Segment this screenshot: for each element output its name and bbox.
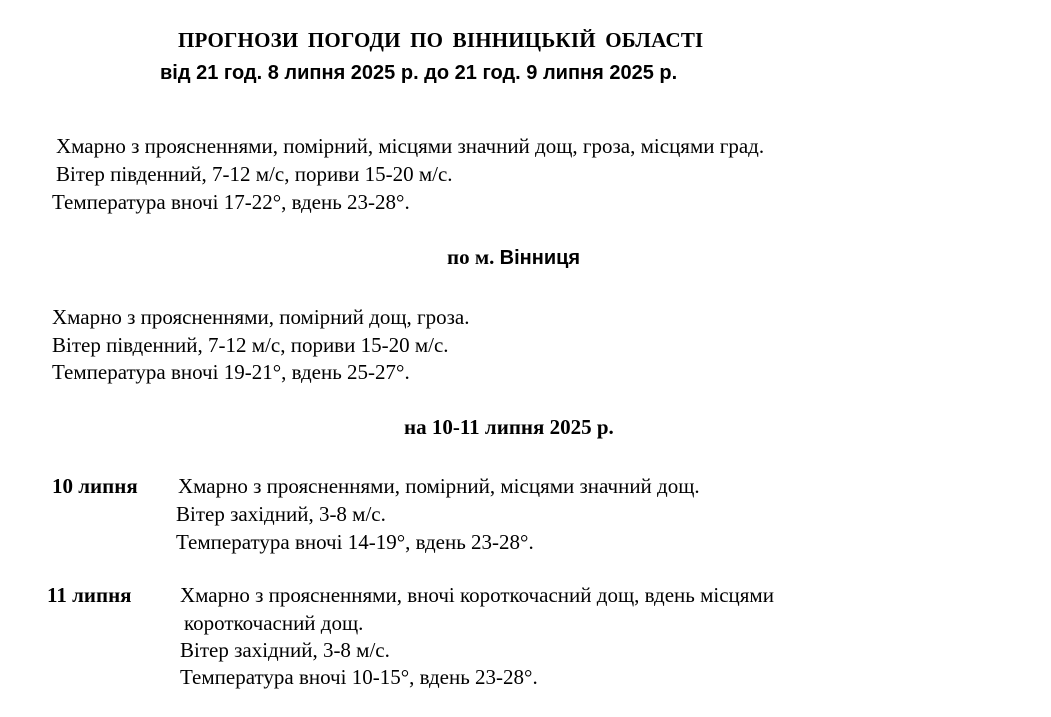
document-title: ПРОГНОЗИ ПОГОДИ ПО ВІННИЦЬКІЙ ОБЛАСТІ xyxy=(178,28,704,52)
day-1-temperature: Температура вночі 14-19°, вдень 23-28°. xyxy=(176,530,534,554)
city-conditions: Хмарно з проясненнями, помірний дощ, гроза. xyxy=(52,305,470,329)
day-2-date: 11 липня xyxy=(47,583,132,607)
document-subtitle: від 21 год. 8 липня 2025 р. до 21 год. 9 липня 2025 р. xyxy=(160,62,678,84)
city-wind: Вітер південний, 7-12 м/с, пориви 15-20 м/с. xyxy=(52,333,449,357)
region-temperature: Температура вночі 17-22°, вдень 23-28°. xyxy=(52,190,410,214)
city-heading xyxy=(447,245,580,270)
region-wind: Вітер південний, 7-12 м/с, пориви 15-20 м/с. xyxy=(56,162,453,186)
city-heading-prefix: по м. xyxy=(447,245,500,269)
day-2-conditions-cont: короткочасний дощ. xyxy=(184,611,364,635)
day-2-temperature: Температура вночі 10-15°, вдень 23-28°. xyxy=(180,665,538,689)
city-temperature: Температура вночі 19-21°, вдень 25-27°. xyxy=(52,360,410,384)
city-heading-name: Вінниця xyxy=(499,247,581,269)
region-conditions: Хмарно з проясненнями, помірний, місцями значний дощ, гроза, місцями град. xyxy=(56,134,765,158)
outlook-heading: на 10-11 липня 2025 р. xyxy=(404,415,614,439)
day-2-wind: Вітер західний, 3-8 м/с. xyxy=(180,638,390,662)
day-2-conditions: Хмарно з проясненнями, вночі короткочасний дощ, вдень місцями xyxy=(180,583,774,607)
day-1-date: 10 липня xyxy=(52,474,138,498)
day-1-conditions: Хмарно з проясненнями, помірний, місцями значний дощ. xyxy=(178,474,700,498)
day-1-wind: Вітер західний, 3-8 м/с. xyxy=(176,502,386,526)
